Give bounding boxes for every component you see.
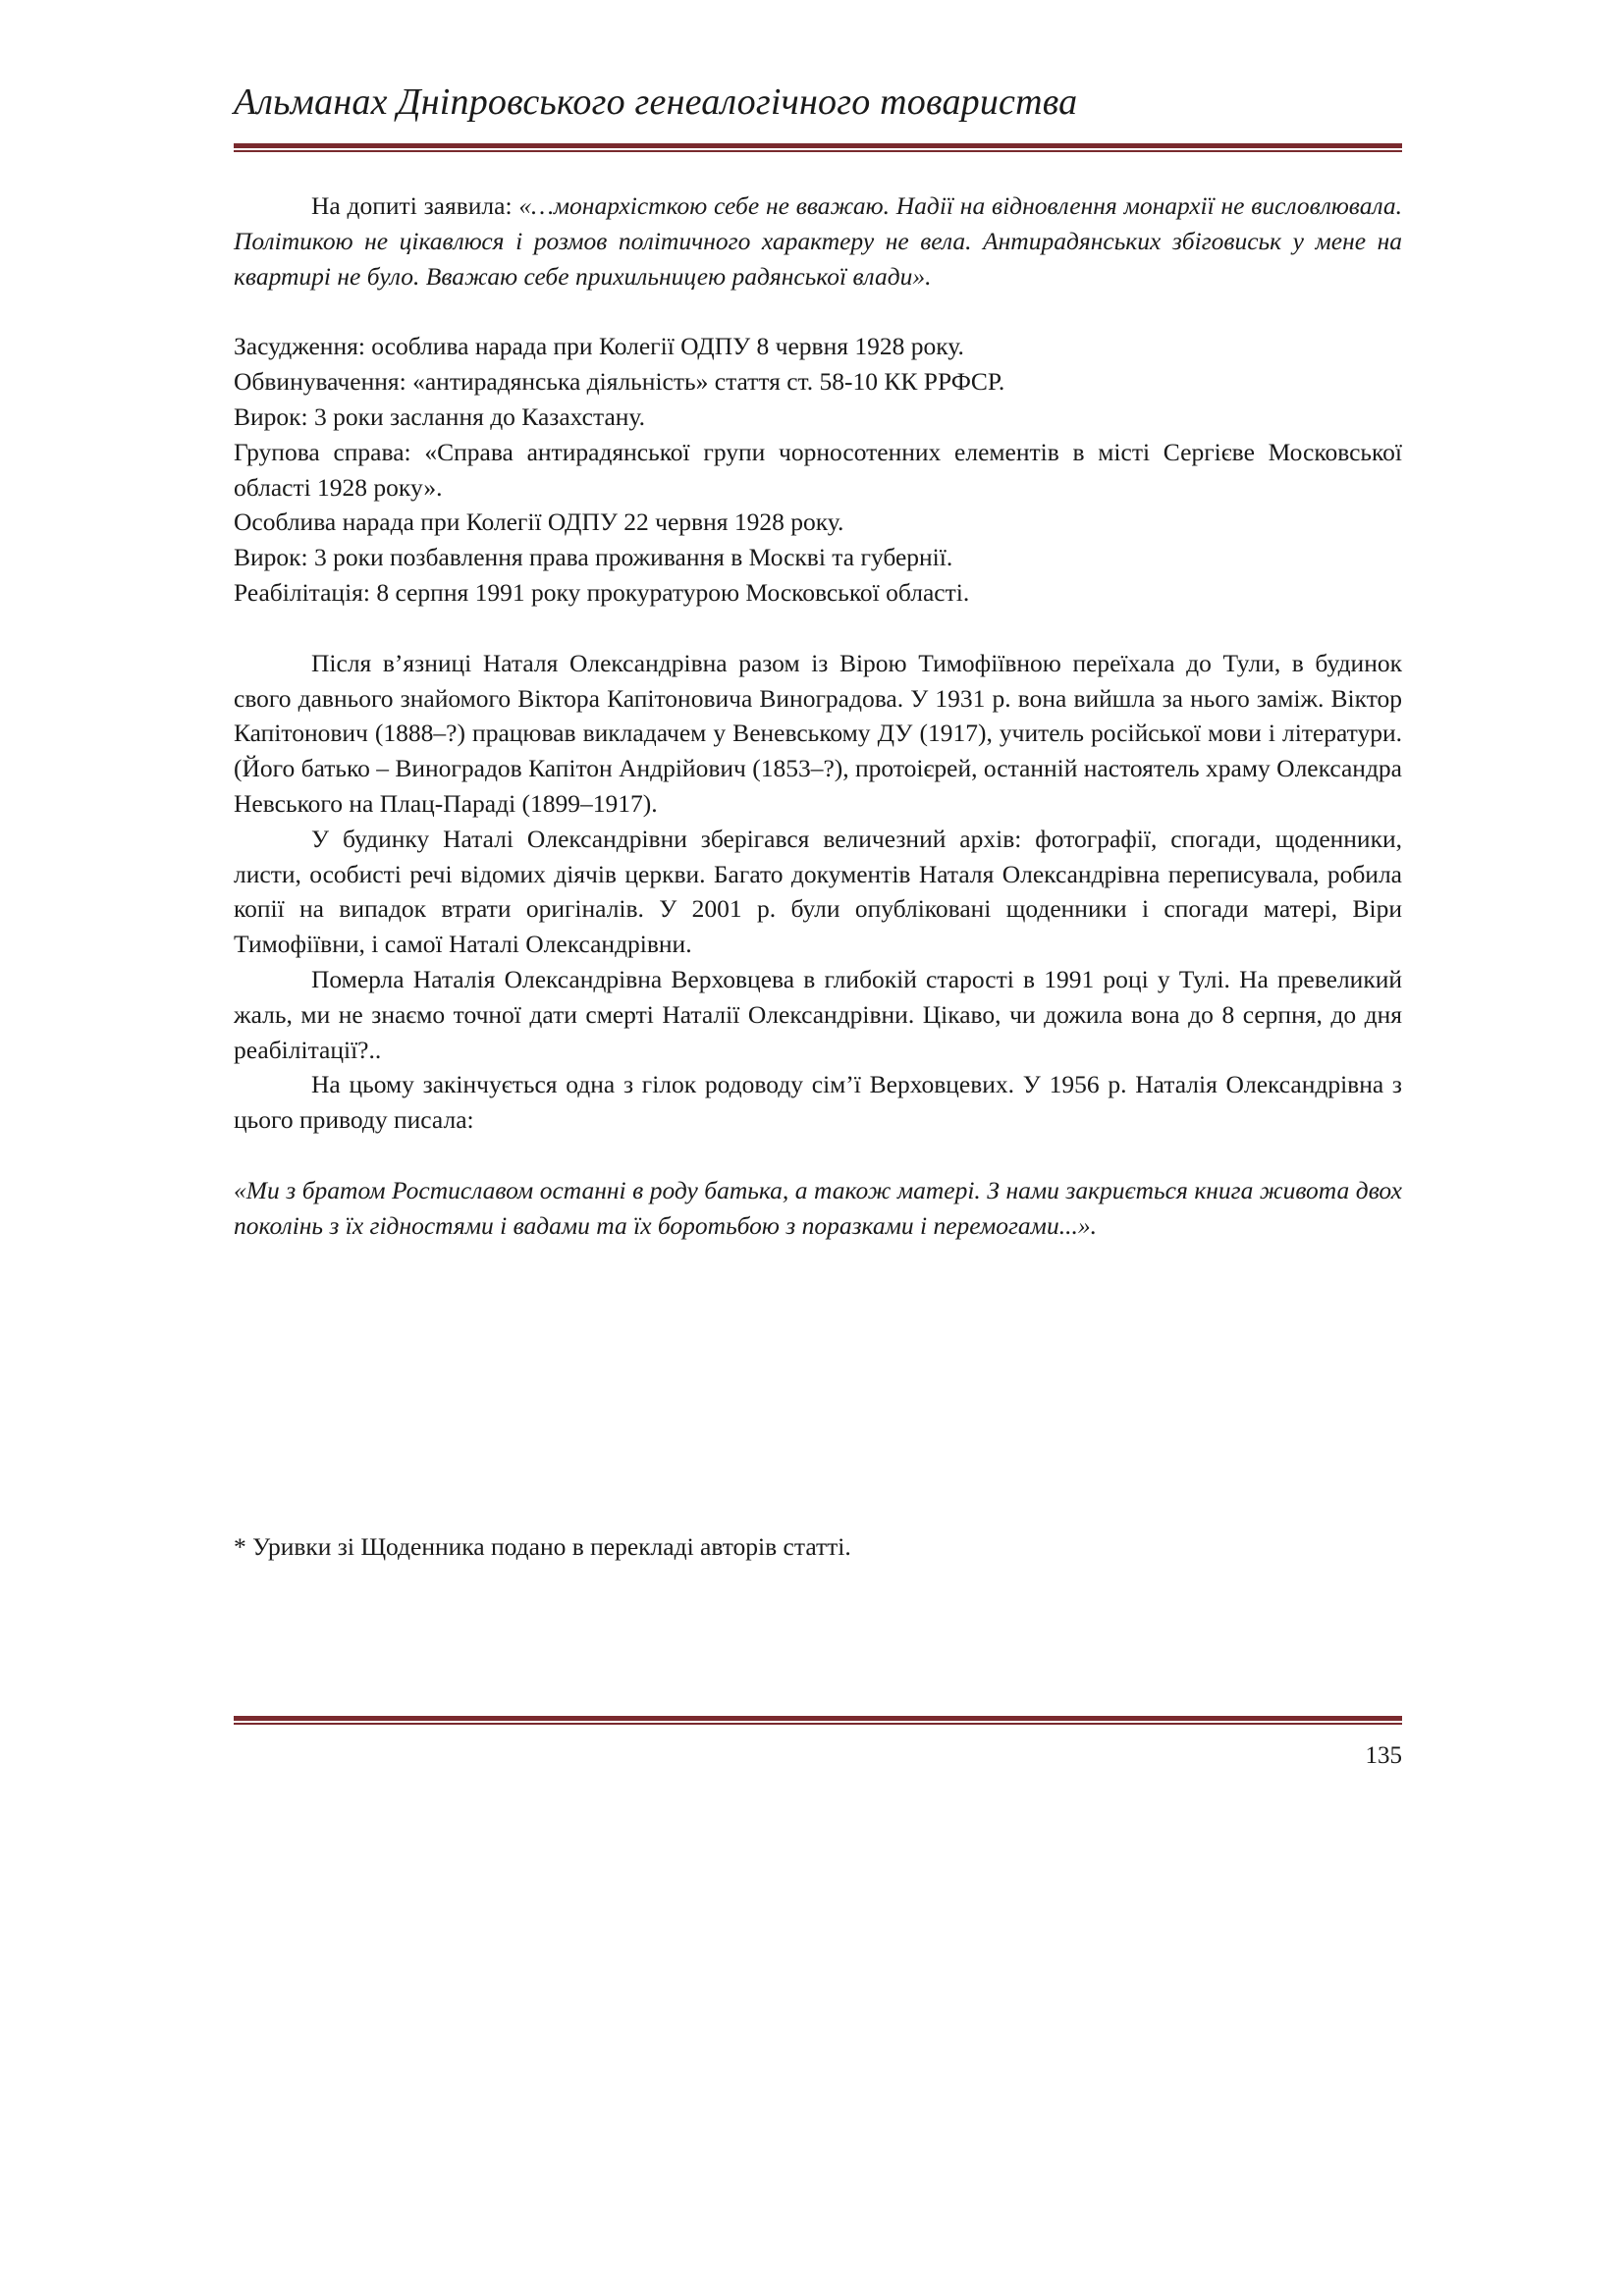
interrogation-paragraph — [234, 188, 1402, 294]
running-title: Альманах Дніпровського генеалогічного товариства — [234, 81, 1078, 123]
page-number: 135 — [1365, 1742, 1402, 1769]
interrogation-lead: На допиті заявила: — [311, 191, 519, 220]
article-body — [234, 188, 1402, 1244]
case-detail-group-case: Групова справа: «Справа антирадянської групи чорносотенних елементів в місті Сергієве Московської області 1928 року». — [234, 437, 1402, 502]
case-detail-charge: Обвинувачення: «антирадянська діяльність» стаття ст. 58-10 КК РРФСР. — [234, 367, 1005, 397]
interrogation-quote: «…монархісткою себе не вважаю. Надії на відновлення монархії не висловлювала. Політикою не цікавлюся і розмов політичного характеру не вела. Антирадянських збіговиськ у мене на квартирі не було. Вважаю себе прихильницею радянської влади». — [234, 191, 1402, 291]
closing-quote: «Ми з братом Ростиславом останні в роду батька, а також матері. З нами закриється книга живота двох поколінь з їх гідностями і вадами та їх боротьбою з поразками і перемогами...». — [234, 1175, 1402, 1240]
header-rule — [234, 143, 1402, 152]
footnote: * Уривки зі Щоденника подано в перекладі авторів статті. — [234, 1532, 851, 1561]
case-details — [234, 329, 1402, 610]
footer-rule — [234, 1716, 1402, 1725]
body-paragraph: У будинку Наталі Олександрівни зберігався величезний архів: фотографії, спогади, щоденники, листи, особисті речі відомих діячів церкви. Багато документів Наталя Олександрівна переписувала, робила копії на випадок втрати оригіналів. У 2001 р. були опубліковані щоденники і спогади матері, Віри Тимофіївни, і самої Наталі Олександрівни. — [234, 824, 1402, 959]
header-rule-thin — [234, 150, 1402, 152]
footer-rule-thin — [234, 1723, 1402, 1725]
case-detail-meeting: Особлива нарада при Колегії ОДПУ 22 червня 1928 року. — [234, 507, 844, 537]
case-detail-verdict: Вирок: 3 роки заслання до Казахстану. — [234, 401, 645, 431]
body-paragraph: Після в’язниці Наталя Олександрівна разом із Вірою Тимофіївною переїхала до Тули, в будинок свого давнього знайомого Віктора Капітоновича Виноградова. У 1931 р. вона вийшла за нього заміж. Віктор Капітонович (1888–?) працював викладачем у Веневському ДУ (1917), учитель російської мови і літератури. (Його батько – Виноградов Капітон Андрійович (1853–?), протоієрей, останній настоятель храму Олександра Невського на Плац-Параді (1899–1917). — [234, 648, 1402, 818]
body-paragraph: На цьому закінчується одна з гілок родоводу сім’ї Верховцевих. У 1956 р. Наталія Олександрівна з цього приводу писала: — [234, 1070, 1402, 1135]
case-detail-verdict-2: Вирок: 3 роки позбавлення права проживання в Москві та губернії. — [234, 543, 953, 572]
case-detail-sentence: Засудження: особлива нарада при Колегії ОДПУ 8 червня 1928 року. — [234, 332, 964, 361]
body-paragraph: Померла Наталія Олександрівна Верховцева в глибокій старості в 1991 році у Тулі. На превеликий жаль, ми не знаємо точної дати смерті Наталії Олександрівни. Цікаво, чи дожила вона до 8 серпня, до дня реабілітації?.. — [234, 964, 1402, 1064]
page-header — [234, 79, 1402, 126]
case-detail-rehabilitation: Реабілітація: 8 серпня 1991 року прокуратурою Московської області. — [234, 577, 970, 607]
